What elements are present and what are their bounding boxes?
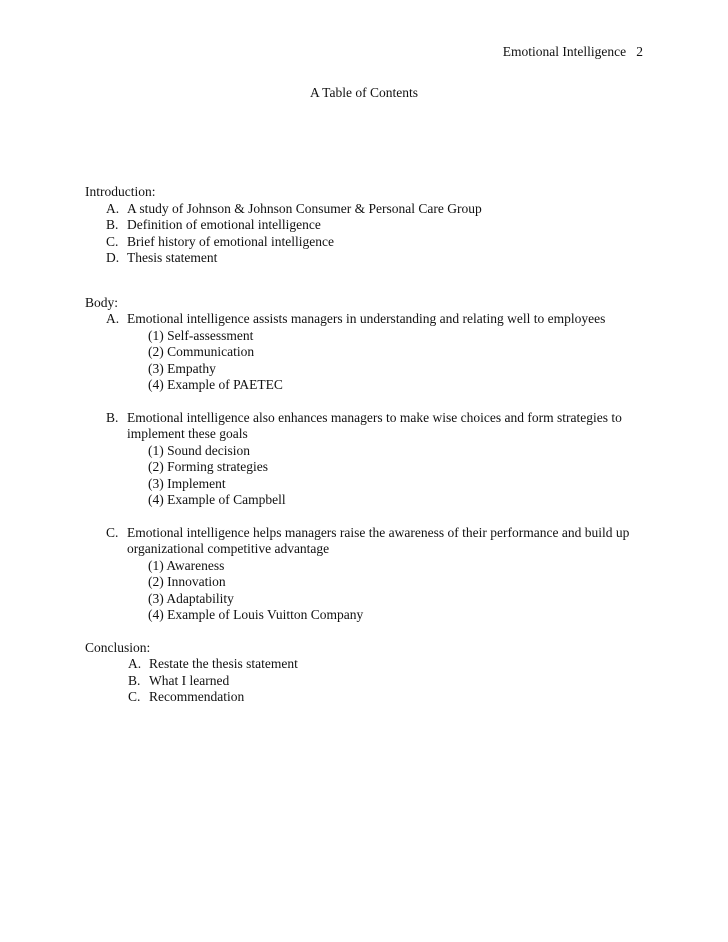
running-title: Emotional Intelligence [502, 44, 627, 59]
introduction-item [85, 250, 655, 267]
body-section [85, 525, 655, 558]
sub-item: (3) Empathy [148, 360, 216, 376]
item-marker: B. [106, 217, 119, 232]
sub-item: (3) Implement [148, 475, 226, 491]
body-section [85, 410, 655, 443]
body-section [85, 311, 655, 328]
sub-item: (1) Self-assessment [148, 327, 254, 343]
sub-item: (2) Innovation [148, 574, 226, 589]
item-marker: D. [106, 250, 120, 265]
item-text: Thesis statement [127, 250, 218, 265]
item-marker: A. [106, 311, 120, 326]
sub-item: (4) Example of Campbell [148, 492, 286, 507]
item-marker: B. [128, 672, 141, 688]
sub-item: (3) Adaptability [148, 590, 234, 606]
item-text: Emotional intelligence assists managers in understanding and relating well to employees [127, 311, 606, 326]
sub-item: (4) Example of PAETEC [148, 377, 283, 392]
page-number: 2 [636, 44, 643, 59]
item-text: What I learned [149, 672, 230, 688]
sub-item: (4) Example of Louis Vuitton Company [148, 607, 364, 622]
introduction-label: Introduction: [85, 184, 156, 199]
sub-item: (2) Forming strategies [148, 459, 268, 474]
item-text: Definition of emotional intelligence [127, 217, 321, 232]
item-text: Emotional intelligence helps managers raise the awareness of their performance and build up organizational competitive advantage [127, 524, 630, 556]
introduction-item [85, 234, 655, 251]
outline [85, 184, 655, 706]
item-marker: A. [128, 656, 142, 671]
item-text: A study of Johnson & Johnson Consumer & Personal Care Group [127, 200, 482, 216]
item-marker: B. [106, 409, 119, 425]
item-marker: C. [128, 689, 141, 704]
introduction-item [85, 217, 655, 234]
item-text: Brief history of emotional intelligence [127, 233, 334, 249]
sub-item: (1) Awareness [148, 557, 225, 573]
conclusion-item [85, 656, 655, 673]
conclusion-item [85, 689, 655, 706]
item-marker: C. [106, 524, 119, 540]
body-label: Body: [85, 294, 119, 310]
item-text: Emotional intelligence also enhances managers to make wise choices and form strategies to implement these goals [127, 409, 622, 441]
sub-item: (1) Sound decision [148, 442, 250, 458]
item-text: Recommendation [149, 689, 245, 704]
conclusion-label: Conclusion: [85, 639, 151, 655]
sub-item: (2) Communication [148, 344, 255, 359]
page-title: A Table of Contents [310, 85, 418, 100]
item-text: Restate the thesis statement [149, 656, 298, 671]
introduction-item [85, 201, 655, 218]
running-head [503, 44, 643, 60]
item-marker: A. [106, 200, 120, 216]
item-marker: C. [106, 233, 119, 249]
conclusion-item [85, 673, 655, 690]
